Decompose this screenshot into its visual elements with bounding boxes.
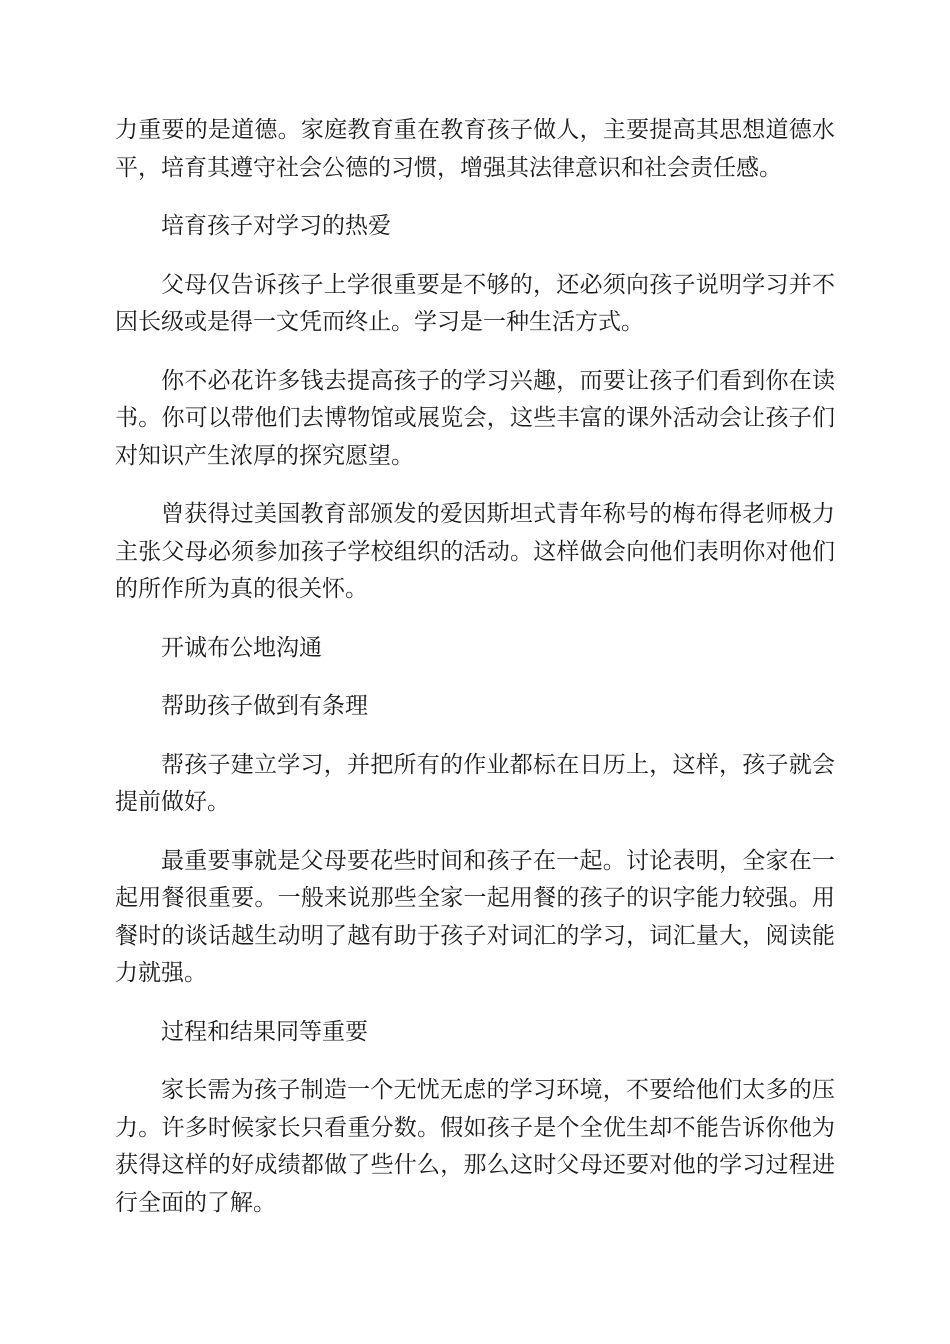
paragraph: 最重要事就是父母要花些时间和孩子在一起。讨论表明，全家在一起用餐很重要。一般来说那些全家一起用餐的孩子的识字能力较强。用餐时的谈话越生动明了越有助于孩子对词汇的学习，词汇量大，阅读能力就强。 xyxy=(115,847,835,986)
document-body xyxy=(115,112,835,1243)
section-heading-communication: 开诚布公地沟通 xyxy=(161,634,322,661)
paragraph: 曾获得过美国教育部颁发的爱因斯坦式青年称号的梅布得老师极力主张父母必须参加孩子学校组织的活动。这样做会向他们表明你对他们的所作所为真的很关怀。 xyxy=(115,501,835,602)
paragraph: 父母仅告诉孩子上学很重要是不够的，还必须向孩子说明学习并不因长级或是得一文凭而终止。学习是一种生活方式。 xyxy=(115,271,835,335)
section-heading-organization: 帮助孩子做到有条理 xyxy=(161,693,368,719)
paragraph: 你不必花许多钱去提高孩子的学习兴趣，而要让孩子们看到你在读书。你可以带他们去博物馆或展览会，这些丰富的课外活动会让孩子们对知识产生浓厚的探究愿望。 xyxy=(115,367,835,469)
paragraph-continuation: 力重要的是道德。家庭教育重在教育孩子做人，主要提高其思想道德水平，培育其遵守社会公德的习惯，增强其法律意识和社会责任感。 xyxy=(115,117,835,181)
paragraph: 帮孩子建立学习，并把所有的作业都标在日历上，这样，孩子就会提前做好。 xyxy=(115,751,835,815)
section-heading-process-result: 过程和结果同等重要 xyxy=(161,1018,368,1045)
section-heading-learning-love: 培育孩子对学习的热爱 xyxy=(161,213,391,239)
paragraph: 家长需为孩子制造一个无忧无虑的学习环境，不要给他们太多的压力。许多时候家长只看重分数。假如孩子是个全优生却不能告诉你他为获得这样的好成绩都做了些什么，那么这时父母还要对他的学习过程进行全面的了解。 xyxy=(115,1077,835,1216)
